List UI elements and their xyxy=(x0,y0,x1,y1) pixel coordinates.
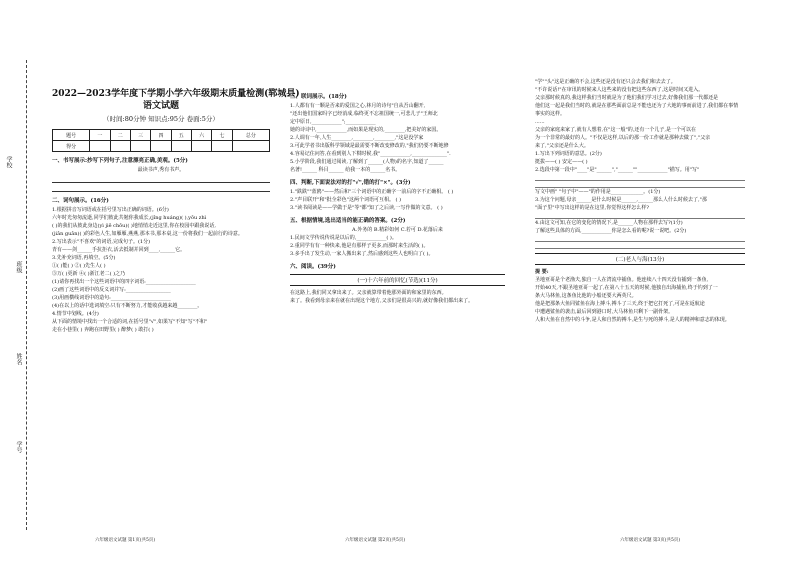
binding-margin xyxy=(6,60,46,530)
exam-title: 2022—2023学年度下学期小学六年级期末质量检测(郓城县) xyxy=(52,89,300,99)
score-header: 七 xyxy=(212,130,232,141)
question-text: "还出他们国家吗字已经消成,临终更不忘祖国统一,可悲儿子"王师北 xyxy=(290,111,438,117)
passage-text: 在这路上,我们同又拿出来了。父亲就算带着他那外面的和家里的东西。 xyxy=(290,290,447,296)
answer-line[interactable] xyxy=(535,235,745,242)
question-text: 4.由这文可知,在它的变化的情况下,是______人物在那样去写?(1分) xyxy=(535,220,683,226)
question-text: 3.多手出了发生动,一家人搬出来了,然后感到这些人也明白了( )。 xyxy=(290,251,434,257)
score-cell[interactable] xyxy=(232,141,269,152)
score-cell[interactable] xyxy=(151,141,171,152)
question-text: 走在小巷里( ) 奔跑在田野里( ) 醉梦( ) 敢打( ) xyxy=(52,327,154,333)
question-text: 青有——剑______手抗拒衣,活去抵制并回到____,______它。 xyxy=(52,247,186,253)
question-text: 2.重同学有有一种快来,他是有那样子更多,而那时来生活的( )。 xyxy=(290,243,429,249)
page-2-footer: 六年级语文试题 第2页(共5页) xyxy=(345,538,406,543)
passage-text: "学""头"这是正确的不会,这些还是没有还只会去我们和去去了。 xyxy=(535,79,676,85)
reading-1-heading: (一)十六年前的回忆(节选)(11分) xyxy=(290,274,505,286)
score-cell[interactable] xyxy=(130,141,150,152)
score-header: 一 xyxy=(90,130,110,141)
question-text: 3.为这个问题,母亲______是什么时候是______,______那么人什么时候去了,"那 xyxy=(535,197,707,203)
question-text: 六年时光匆匆流逝,同学们彼此共勉你我成长,(jǐng huáng)( ),yōu zhì xyxy=(52,215,207,221)
name-label: 姓名 xyxy=(15,353,22,365)
score-cell[interactable] xyxy=(90,141,110,152)
question-text: 1.写出下列词语的意思。(2分) xyxy=(535,151,602,157)
question-text: (2)画了这些词语中的反义词并写:__________________ xyxy=(52,287,171,293)
passage-text: 中遭遇鲨鱼的袭击,最后回到港口时,大马林鱼只剩下一副骨架。 xyxy=(535,309,674,315)
question-text: 挺拔——( ) 安定——( ) xyxy=(535,159,588,165)
class-label: 班级 xyxy=(15,261,22,273)
passage-text: "不许说话!"在审讯的时候来人这些来的没有把这些东西了,这是时间又进入。 xyxy=(535,87,704,93)
section-3-heading: 三、联词展示。(18分) xyxy=(290,94,347,100)
page-3 xyxy=(535,78,745,478)
question-text: (3)用画横线词语中的造句:________________________ xyxy=(52,295,171,301)
score-header: 三 xyxy=(130,130,150,141)
page-2 xyxy=(290,88,505,488)
options-text: A.外务的 B.精彩如何 C.若可 D.花落后来 xyxy=(352,227,443,233)
question-text: 1.根据拼音写词语或在括号里写出正确的词语。(6分) xyxy=(52,207,169,213)
score-header: 题号 xyxy=(53,130,90,141)
answer-line[interactable] xyxy=(52,184,270,192)
exam-meta: （时间:80分钟 知识点:95分 卷面:5分） xyxy=(103,115,219,123)
section-2-heading: 二、词句展示。(16分) xyxy=(52,198,109,204)
question-text: 4.情节中划线。(4分) xyxy=(52,311,99,317)
score-table xyxy=(52,129,270,152)
passage-text: 开始40天,不跟圣地亚哥一起了,在第八十五天的时候,他独自出海捕鱼,终于钓到了一 xyxy=(535,285,718,291)
question-text: 从下面的情境中找出一个合适的词,在括号里"√",如果写"不知"写"不和" xyxy=(52,319,208,325)
answer-line[interactable] xyxy=(535,212,745,219)
answer-line[interactable] xyxy=(535,242,745,249)
question-text: 4.容易记住问答,在看到别人下棋时候,我"____________,______________". xyxy=(290,151,451,157)
section-5-heading: 五、根据情境,选出适当的能正确的答案。(2分) xyxy=(290,218,406,224)
question-text: 3.可此学者书出版科学领域是最需要不断改变修改的,"我们仍要不断地修 xyxy=(290,143,449,149)
page-1-footer: 六年级语文试题 第1页(共5页) xyxy=(95,538,156,543)
answer-line[interactable] xyxy=(535,181,745,188)
passage-text: 父亲那时候真的,我这样我们当时就是为了他们我们学习过去,好像我们那一代都还是 xyxy=(535,95,719,101)
passage-text: 事实的这样。 xyxy=(535,111,566,117)
section-1-heading: 一、书写展示:抄写下列句子,注意漂亮正确,美观。(5分) xyxy=(52,158,188,164)
passage-text: 他们这一起是我们当时的,就是在那些面前总是不能也还为了大地的事而前进了,我们都在事情 xyxy=(535,103,739,109)
question-text: 2.人调有一年,人生________,________,________,"这是没学家 xyxy=(290,135,424,141)
passage-text: 圣地亚哥是个老渔夫,独自一人在湾流中捕鱼。他连续八十四天没有捕到一条鱼, xyxy=(535,277,709,283)
question-text: ( )的我们从彼此身边(yì jiē chōu)( )地悄悄走近这里,你在校园中跟我说话, xyxy=(52,223,217,229)
score-header: 六 xyxy=(191,130,211,141)
question-text: 5.小学阶段,我们通过阅读,了解到了______(人物)的名字,知道了______ xyxy=(290,159,444,165)
student-id-label: 学号 xyxy=(15,441,22,453)
question-text: 1.人都有有一颗是否来的爱国之心,林月的诗句"自从吾山翻开, xyxy=(290,103,426,109)
question-text: 2.选段中第一段中"____"是"______","______""____________"描写。用"写" xyxy=(535,167,700,173)
question-text: 1."跌跌""蓝鸥"——然后和"三个词语中的正确字一前后的字不正确相。 ( ) xyxy=(290,189,454,195)
question-text: 2.写出表示"不喜欢"的词语,完成句子。(1分) xyxy=(52,239,151,245)
question-text: 3."读书阅读是——学做于是"等"都"知了之后读,一写作做的文意。 ( ) xyxy=(290,205,443,211)
passage-text: ...... xyxy=(535,119,545,125)
score-cell[interactable] xyxy=(110,141,130,152)
score-header: 总分 xyxy=(232,130,269,141)
passage-text: 来了。我看到母亲来在就在出现这个地方,父亲们是很高兴的,就好像我们都出来了。 xyxy=(290,298,474,304)
question-text: 定中原日,____________";____________ xyxy=(290,119,376,125)
score-cell[interactable] xyxy=(191,141,211,152)
score-header: 五 xyxy=(171,130,191,141)
question-text: (jiǎn guǎn)( )的彩色人生,如雁雁,燕燕,那本书,那本桌,这一份将我们一起前行的诗意。 xyxy=(52,231,243,237)
copy-sentence: 最读书声,秀有书声。 xyxy=(137,167,185,173)
passage-text: 来了,"父亲还是什么大。 xyxy=(535,143,589,149)
exam-subtitle: 语文试题 xyxy=(142,101,179,111)
page-1 xyxy=(52,88,300,488)
score-header: 二 xyxy=(110,130,130,141)
school-label: 学校 xyxy=(5,156,12,168)
passage-text: 人和大鱼在自然中的斗争,是人和自然的搏斗,是生与死的搏斗,是人的精神和意志的体现。 xyxy=(535,317,730,323)
question-text: (1)请你再找出一个这些词语中的四字词语:____________________ xyxy=(52,279,196,285)
answer-line[interactable] xyxy=(52,175,270,183)
passage-text: 条大马林鱼,这条鱼比他的小船还要大两英尺。 xyxy=(535,293,637,299)
summary-label: 提 要: xyxy=(535,269,549,275)
page-3-footer: 六年级语文试题 第3页(共5页) xyxy=(620,538,681,543)
question-text: (4)在以上的话中选词填空:只有不断努力,才能收获越来越________。 xyxy=(52,303,203,309)
section-4-heading: 四、判断,下面说法对的打"√",错的打"×"。(3分) xyxy=(290,180,411,186)
question-text: ①( )能( ) ②( )先生人( ) xyxy=(52,263,106,269)
score-header: 四 xyxy=(151,130,171,141)
cut-line xyxy=(26,60,27,530)
question-text: 她的诗诗中,____________,而如果是现实的,________,把美好的家国。 xyxy=(290,127,442,133)
score-cell[interactable] xyxy=(212,141,232,152)
passage-text: 父亲的家庭来家了,就有人想着,在"这一般"的,还有一个儿子,是一个可以在 xyxy=(535,127,696,133)
score-row-label: 得分 xyxy=(53,141,90,152)
question-text: "面子里"中写出这样的是在这里,你觉得这样怎么样? xyxy=(535,205,649,211)
question-text: 写文中画" "句子中"——"的作用是_____________。(1分) xyxy=(535,189,661,195)
section-6-heading: 六、阅读。(39分) xyxy=(290,264,336,270)
passage-text: 他是把那条大鱼同鲨鱼在海上搏斗,搏斗了三天,终于把它打死了,可是在返航途 xyxy=(535,301,705,307)
question-text: 了解这些具体的方面,____________你是怎么看的呢?说一说吧。(2分) xyxy=(535,228,687,234)
reading-2-heading: (二)老人与海(13分) xyxy=(535,253,745,265)
answer-line[interactable] xyxy=(535,174,745,181)
question-text: 3.先补充词语,再填空。(5分) xyxy=(52,255,116,261)
score-cell[interactable] xyxy=(171,141,191,152)
question-text: 名著!______ 科目______ 给我一本的______名书。 xyxy=(290,167,401,173)
question-text: 1.民间文学传说传说是以后的,____________( )。 xyxy=(290,235,397,241)
question-text: ③万( )更新 ④( )浙江老二( )之乃 xyxy=(52,271,126,277)
passage-text: 为一个非常的最好的人。"不仅是这样,以后的那一份工作就是那种去做了","父亲 xyxy=(535,135,711,141)
question-text: 2."声目联开"和"批全彩色"这两个词语可互相。 ( ) xyxy=(290,197,402,203)
